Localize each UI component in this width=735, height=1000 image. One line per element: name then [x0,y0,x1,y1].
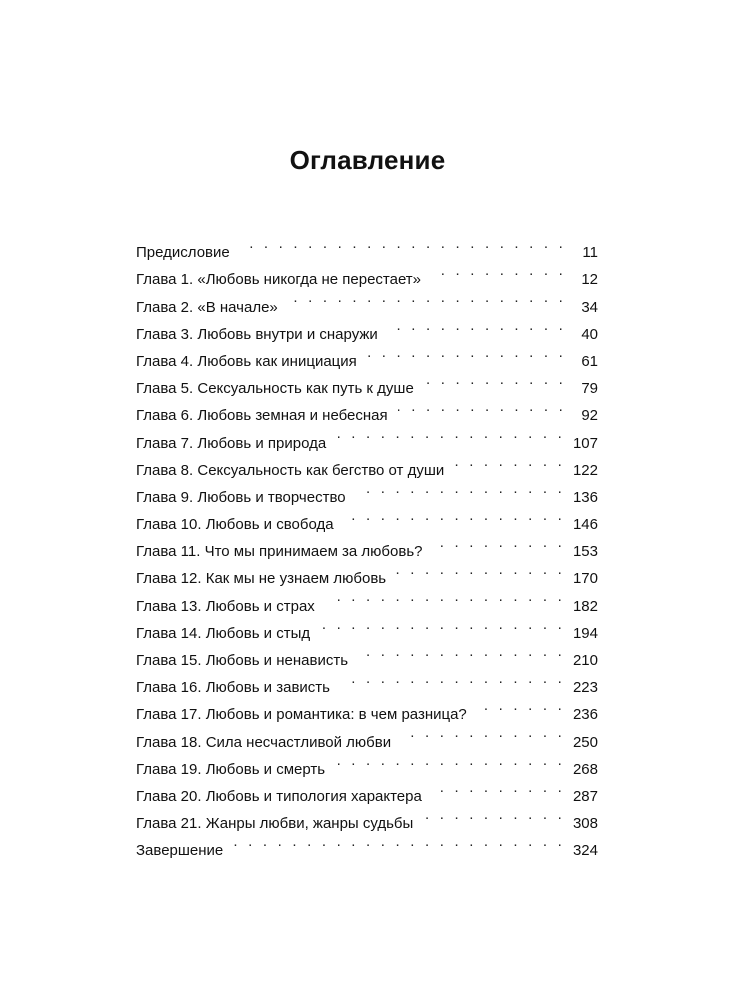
toc-dot-leader [344,502,565,529]
toc-entry-label: Глава 20. Любовь и типология характера [136,787,422,805]
toc-page-number: 61 [581,352,598,370]
toc-entry-label: Глава 11. Что мы принимаем за любовь? [136,543,423,561]
toc-page-number: 182 [572,597,598,615]
toc-entry-label: Глава 16. Любовь и зависть [136,679,330,697]
toc-dot-leader [431,257,566,284]
toc-page-number: 136 [572,488,598,506]
toc-page-number: 210 [572,652,598,669]
toc-page-number: 170 [572,570,598,588]
toc-page-number: 287 [572,787,598,805]
toc-page-number: 34 [581,298,598,316]
toc-page-number: 107 [572,434,598,452]
toc-entry-label: Глава 13. Любовь и страх [136,597,315,615]
toc-entry-label: Глава 8. Сексуальность как бегство от души [136,461,445,479]
toc-dot-leader [356,475,565,502]
toc-page-number: 194 [572,624,598,642]
toc-dot-leader [398,393,566,420]
toc-entry-label: Глава 14. Любовь и стыд [136,624,311,642]
toc-dot-leader [432,774,565,801]
toc-page-number: 236 [572,706,598,724]
toc-entry-label: Глава 2. «В начале» [136,298,278,316]
toc-dot-leader [240,230,566,257]
toc-entry-label: Глава 4. Любовь как инициация [136,352,357,370]
toc-page-number: 40 [581,325,598,343]
toc-dot-leader [433,529,565,556]
toc-page-number: 308 [572,815,598,833]
toc-page-number: 92 [581,407,598,425]
toc-dot-leader [325,583,565,610]
toc-page-number: 324 [572,842,598,860]
toc-page-number: 11 [582,244,598,262]
toc-entry-label: Глава 3. Любовь внутри и снаружи [136,325,378,343]
toc-entry-label: Глава 1. «Любовь никогда не перестает» [136,271,422,289]
toc-dot-leader [335,747,565,774]
toc-dot-leader [423,801,565,828]
toc-dot-leader [367,339,566,366]
toc-dot-leader [233,828,565,855]
toc-dot-leader [388,312,566,339]
toc-dot-leader [340,665,565,692]
toc-page-number: 250 [572,733,598,751]
page-title: Оглавление [289,145,446,176]
toc-page-number: 223 [572,679,598,697]
toc-entry-preface [136,230,598,262]
toc-entry-label: Завершение [136,842,224,860]
toc-page-number: 79 [581,380,598,398]
table-of-contents [136,230,598,860]
toc-dot-leader [454,448,565,475]
toc-dot-leader [424,366,566,393]
toc-entry-label: Глава 7. Любовь и природа [136,434,327,452]
toc-dot-leader [396,556,565,583]
toc-dot-leader [320,611,565,638]
toc-entry-label: Глава 9. Любовь и творчество [136,488,346,506]
toc-page-number: 268 [572,760,598,778]
toc-entry-label: Глава 21. Жанры любви, жанры судьбы [136,815,414,833]
toc-entry-label: Глава 15. Любовь и ненависть [136,652,349,669]
toc-dot-leader [477,692,565,719]
toc-dot-leader [288,284,566,311]
toc-entry-label: Глава 6. Любовь земная и небесная [136,407,388,425]
toc-dot-leader [336,420,565,447]
toc-page-number: 122 [572,461,598,479]
toc-entry-label: Глава 5. Сексуальность как путь к душе [136,380,414,398]
toc-entry-label: Глава 12. Как мы не узнаем любовь [136,570,387,588]
toc-page-number: 153 [572,543,598,561]
toc-dot-leader [358,638,565,665]
toc-page-number: 12 [581,271,598,289]
toc-entry-label: Глава 17. Любовь и романтика: в чем разница? [136,706,467,724]
toc-entry-label: Глава 10. Любовь и свобода [136,516,334,534]
toc-entry-label: Глава 18. Сила несчастливой любви [136,733,392,751]
toc-dot-leader [401,719,565,746]
toc-entry-label: Глава 19. Любовь и смерть [136,760,326,778]
toc-entry-label: Предисловие [136,244,230,262]
toc-page-number: 146 [572,516,598,534]
